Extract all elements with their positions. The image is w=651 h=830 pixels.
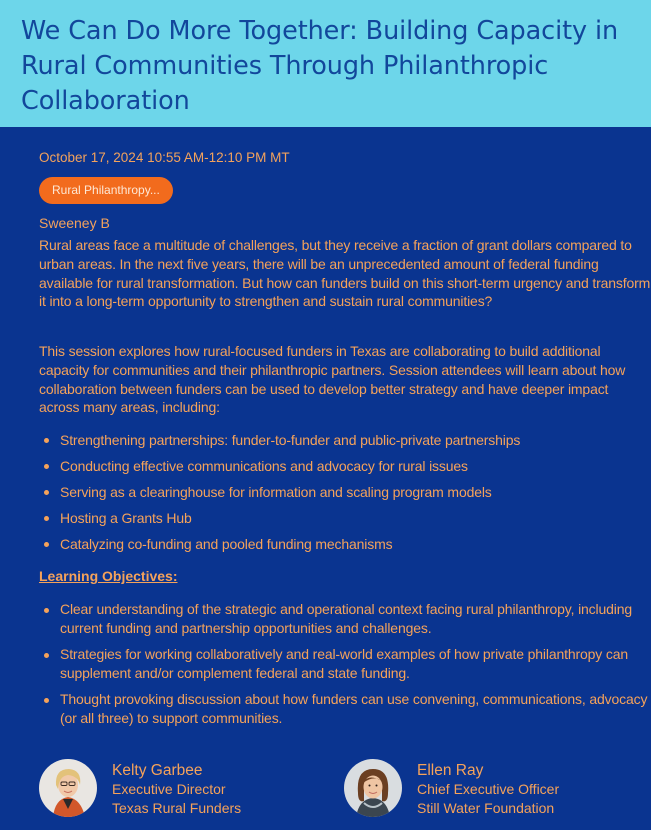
- bullet-icon: [44, 438, 49, 443]
- topic-item: Hosting a Grants Hub: [39, 509, 651, 535]
- objective-item: Strategies for working collaboratively and real-world examples of how private philanthropy can supplement and/or complement federal and state funding.: [39, 645, 651, 683]
- bullet-icon: [44, 490, 49, 495]
- session-title: We Can Do More Together: Building Capacity in Rural Communities Through Philanthropic Collaboration: [21, 16, 619, 116]
- avatar[interactable]: [344, 759, 402, 817]
- topic-item: Strengthening partnerships: funder-to-funder and public-private partnerships: [39, 431, 651, 457]
- speaker-name[interactable]: Ellen Ray: [417, 762, 484, 779]
- session-location: Sweeney B: [39, 215, 110, 231]
- bullet-icon: [44, 653, 49, 658]
- bullet-icon: [44, 542, 49, 547]
- bullet-icon: [44, 464, 49, 469]
- track-tag-button[interactable]: Rural Philanthropy...: [39, 177, 173, 204]
- speaker-organization: Still Water Foundation: [417, 800, 555, 816]
- speaker-role: Executive Director: [112, 781, 226, 797]
- session-header: [0, 0, 651, 127]
- bullet-icon: [44, 608, 49, 613]
- topic-list: [39, 431, 651, 561]
- learning-objectives-heading: Learning Objectives:: [39, 568, 178, 584]
- speaker-name[interactable]: Kelty Garbee: [112, 762, 203, 779]
- speaker-role: Chief Executive Officer: [417, 781, 560, 797]
- speaker-organization: Texas Rural Funders: [112, 800, 242, 816]
- objective-item: Clear understanding of the strategic and operational context facing rural philanthropy, including current funding and partnership opportunities and challenges.: [39, 600, 651, 638]
- description-paragraph-2: This session explores how rural-focused funders in Texas are collaborating to build additional capacity for communities and their philanthropic partners. Session attendees will learn about how collaboration between funders can be used to develop better strategy and have deeper impact across many areas, including:: [39, 343, 626, 416]
- objectives-list: [39, 600, 651, 735]
- description-paragraph-1: Rural areas face a multitude of challenges, but they receive a fraction of grant dollars compared to urban areas. In the next five years, there will be an unprecedented amount of federal funding available for rural transformation. But how can funders build on this short-term urgency and transform it into a long-term opportunity to strengthen and sustain rural communities?: [39, 237, 651, 310]
- objective-item: Thought provoking discussion about how funders can use convening, communications, advocacy (or all three) to support communities.: [39, 690, 651, 728]
- speaker-info: [417, 761, 559, 818]
- session-datetime: October 17, 2024 10:55 AM-12:10 PM MT: [39, 150, 290, 165]
- topic-item: Conducting effective communications and advocacy for rural issues: [39, 457, 651, 483]
- avatar[interactable]: [39, 759, 97, 817]
- speaker-info: [112, 761, 241, 818]
- topic-item: Serving as a clearinghouse for information and scaling program models: [39, 483, 651, 509]
- avatar-photo-icon: [344, 759, 402, 817]
- bullet-icon: [44, 516, 49, 521]
- avatar-photo-icon: [39, 759, 97, 817]
- bullet-icon: [44, 698, 49, 703]
- topic-item: Catalyzing co-funding and pooled funding mechanisms: [39, 535, 651, 561]
